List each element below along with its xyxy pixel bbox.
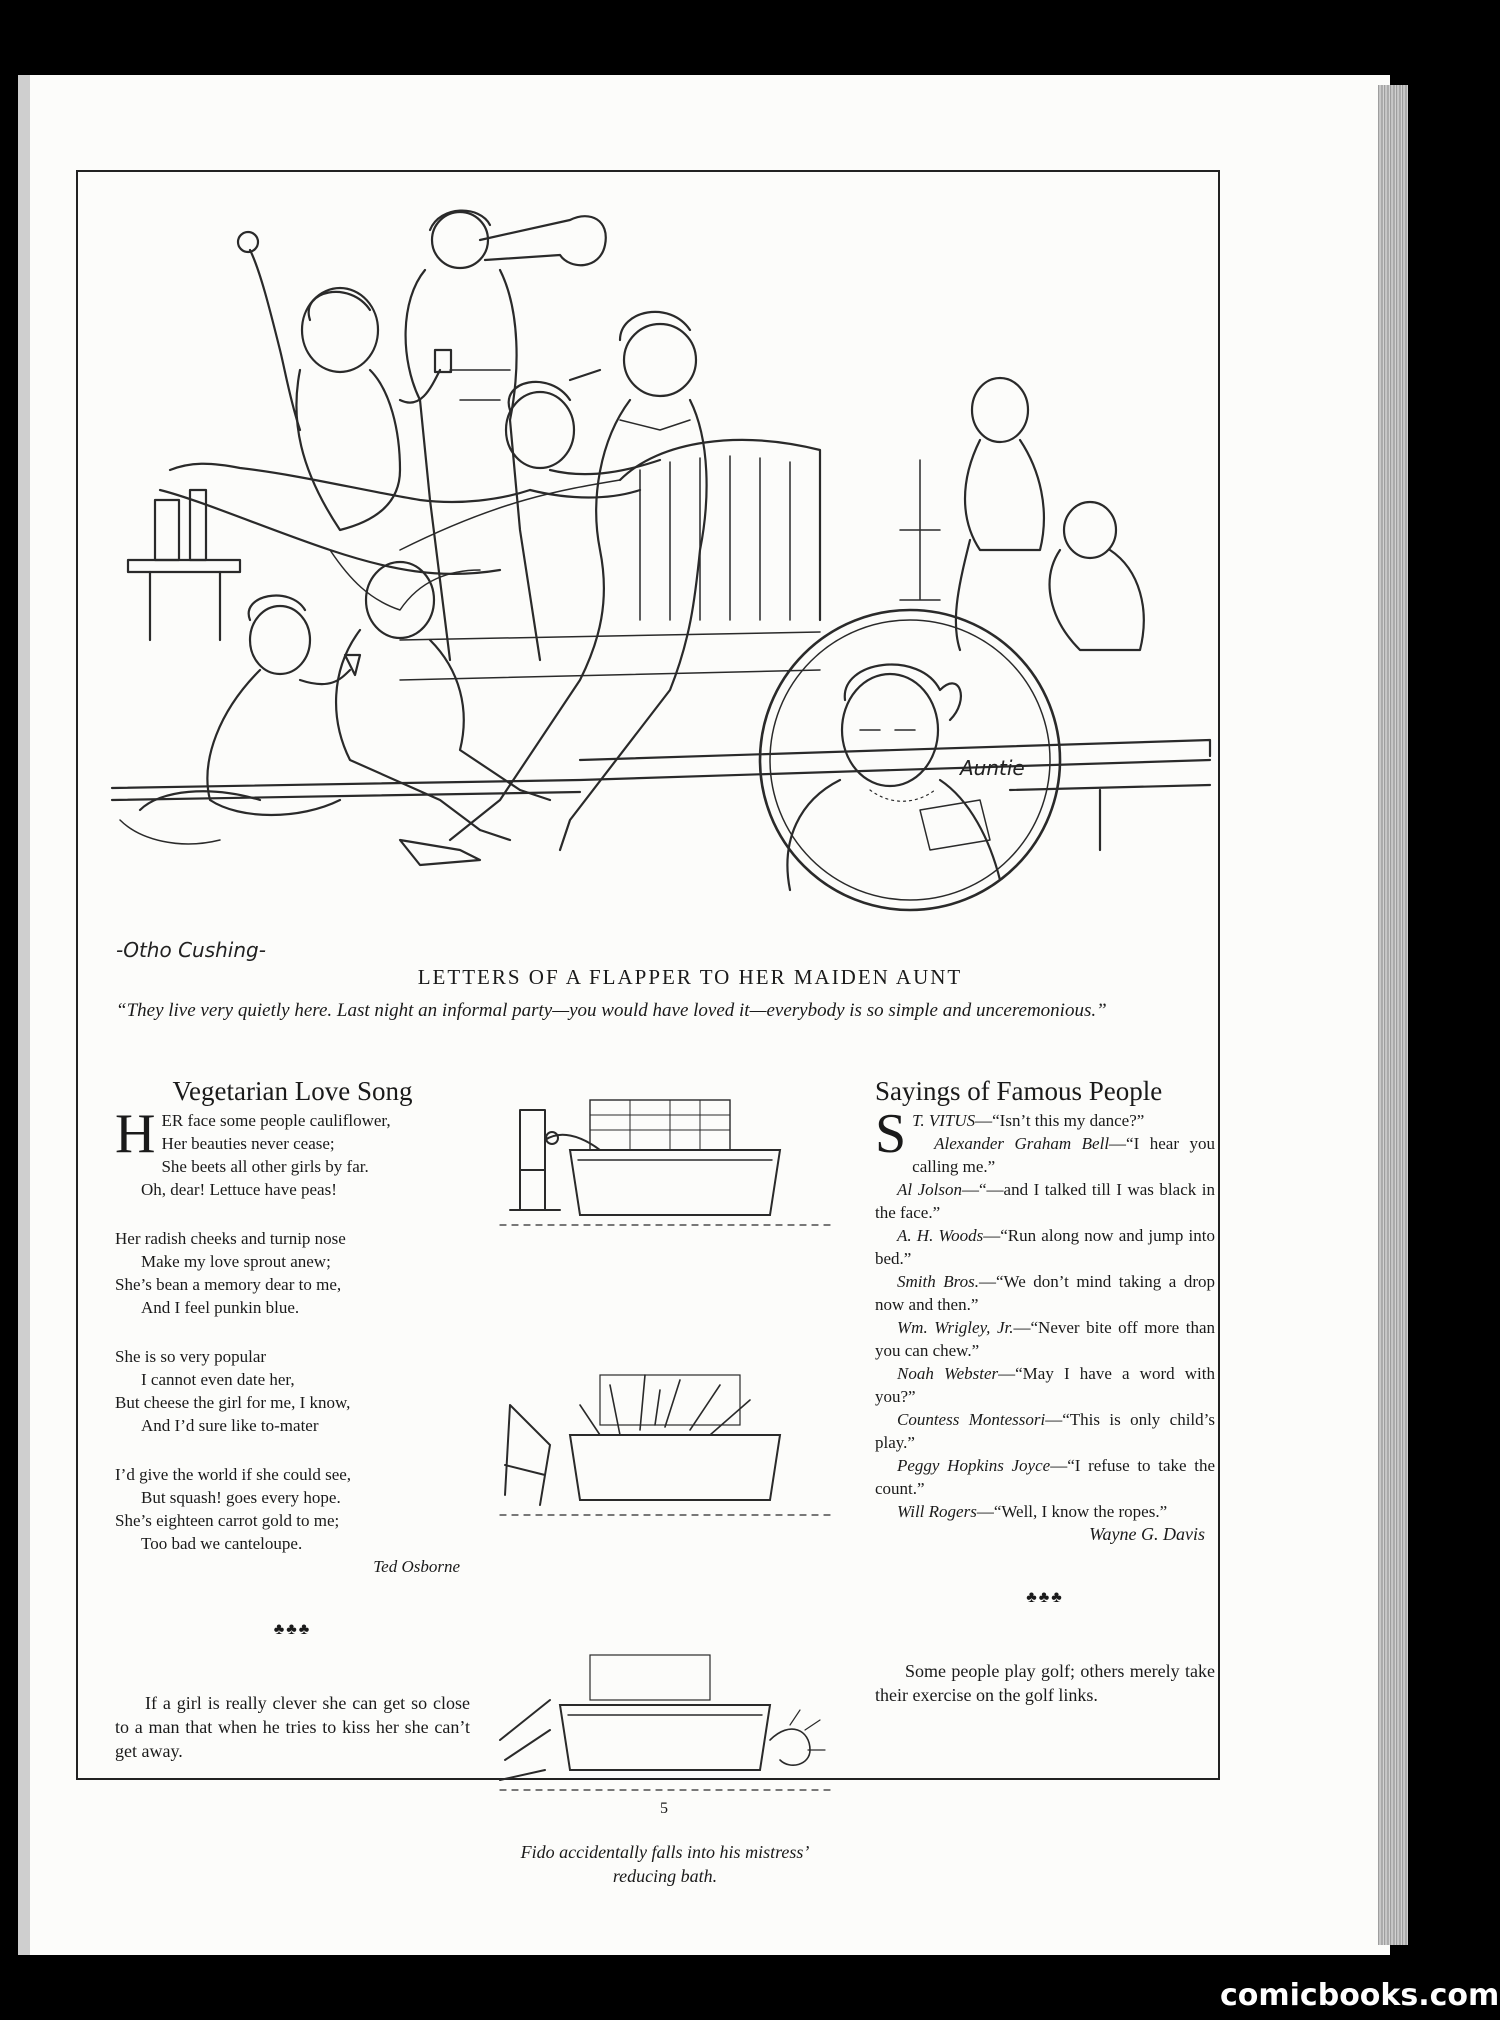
- poem-line: Too bad we canteloupe.: [141, 1534, 303, 1553]
- saying-quote: —“This is only child’s play.”: [875, 1410, 1215, 1452]
- saying-item: [875, 1224, 1215, 1270]
- book-spine: [18, 75, 30, 1955]
- middle-column: [490, 1080, 840, 1888]
- poem-stanza: [115, 1463, 470, 1555]
- ornament-icon: ♣♣♣: [273, 1621, 312, 1638]
- poem-stanza: [115, 1227, 470, 1319]
- saying-name: T. VITUS: [912, 1111, 976, 1130]
- page-title: LETTERS OF A FLAPPER TO HER MAIDEN AUNT: [417, 965, 963, 989]
- saying-item: [875, 1316, 1215, 1362]
- saying-quote: —“I refuse to take the count.”: [875, 1456, 1215, 1498]
- drop-cap: S: [875, 1103, 907, 1165]
- page-edges: [1378, 85, 1408, 1945]
- artist-signature: -Otho Cushing-: [116, 938, 266, 962]
- poem-line: Oh, dear! Lettuce have peas!: [141, 1180, 337, 1199]
- joke-text: Some people play golf; others merely take their exercise on the golf links.: [875, 1661, 1215, 1705]
- saying-name: Peggy Hopkins Joyce: [897, 1456, 1051, 1475]
- drop-cap: H: [115, 1103, 156, 1165]
- saying-name: A. H. Woods: [897, 1226, 984, 1245]
- saying-name: Smith Bros.: [897, 1272, 979, 1291]
- saying-item: [875, 1500, 1215, 1523]
- saying-quote: —“I hear you calling me.”: [912, 1134, 1215, 1176]
- poem-author: Ted Osborne: [373, 1557, 460, 1576]
- poem-line: Her radish cheeks and turnip nose: [115, 1229, 346, 1248]
- cartoon-panel-1: [490, 1080, 840, 1240]
- saying-item: [875, 1408, 1215, 1454]
- poem-line: She’s bean a memory dear to me,: [115, 1275, 342, 1294]
- saying-name: Countess Montessori: [897, 1410, 1046, 1429]
- sayings-title: Sayings of Famous People: [875, 1076, 1163, 1106]
- cartoon-panel-3: [490, 1650, 840, 1810]
- saying-name: Al Jolson: [897, 1180, 963, 1199]
- saying-name: Wm. Wrigley, Jr.: [897, 1318, 1014, 1337]
- saying-quote: —“We don’t mind taking a drop now and then.”: [875, 1272, 1215, 1314]
- poem-line: I’d give the world if she could see,: [115, 1465, 352, 1484]
- party-illustration: [100, 200, 1220, 970]
- saying-quote: —“Isn’t this my dance?”: [975, 1111, 1145, 1130]
- poem-line: I cannot even date her,: [141, 1370, 295, 1389]
- poem-line: She is so very popular: [115, 1347, 267, 1366]
- illustration-caption: “They live very quietly here. Last night an informal party—you would have loved it—everybody is so simple and unceremonious.”: [116, 1000, 1107, 1021]
- poem-stanza: [115, 1103, 470, 1201]
- poem-line: ER face some people cauliflower,: [161, 1111, 391, 1130]
- saying-quote: —“Never bite off more than you can chew.”: [875, 1318, 1216, 1360]
- saying-item: [875, 1362, 1215, 1408]
- poem-line: Her beauties never cease;: [161, 1134, 335, 1153]
- left-column: [115, 1076, 470, 1763]
- sayings-author: Wayne G. Davis: [1089, 1524, 1205, 1544]
- saying-name: Will Rogers: [897, 1502, 977, 1521]
- page-number: 5: [660, 1800, 668, 1817]
- saying-name: Alexander Graham Bell: [934, 1134, 1110, 1153]
- poem-stanza: [115, 1345, 470, 1437]
- saying-quote: —“Run along now and jump into bed.”: [875, 1226, 1215, 1268]
- auntie-label: Auntie: [960, 756, 1025, 780]
- poem-line: Make my love sprout anew;: [141, 1252, 331, 1271]
- poem-title: Vegetarian Love Song: [172, 1076, 413, 1106]
- poem-line: And I’d sure like to-mater: [141, 1416, 319, 1435]
- saying-name: Noah Webster: [897, 1364, 999, 1383]
- saying-quote: —“—and I talked till I was black in the face.”: [875, 1180, 1215, 1222]
- saying-item: [875, 1178, 1215, 1224]
- saying-item: [875, 1270, 1215, 1316]
- cartoon-caption: Fido accidentally falls into his mistress’ reducing bath.: [520, 1842, 810, 1886]
- poem-line: But squash! goes every hope.: [141, 1488, 341, 1507]
- saying-quote: —“May I have a word with you?”: [875, 1364, 1215, 1406]
- saying-item: [875, 1454, 1215, 1500]
- saying-item: [875, 1132, 1215, 1178]
- right-column: [875, 1076, 1216, 1707]
- site-watermark: comicbooks.com: [1220, 1978, 1500, 2013]
- poem-line: But cheese the girl for me, I know,: [115, 1393, 351, 1412]
- saying-quote: —“Well, I know the ropes.”: [976, 1502, 1168, 1521]
- poem-line: She’s eighteen carrot gold to me;: [115, 1511, 340, 1530]
- poem-line: She beets all other girls by far.: [161, 1157, 369, 1176]
- ornament-icon: ♣♣♣: [1026, 1589, 1064, 1606]
- poem-line: And I feel punkin blue.: [141, 1298, 300, 1317]
- joke-text: If a girl is really clever she can get so close to a man that when he tries to kiss her she can’t get away.: [115, 1693, 470, 1761]
- cartoon-panel-2: [490, 1365, 840, 1525]
